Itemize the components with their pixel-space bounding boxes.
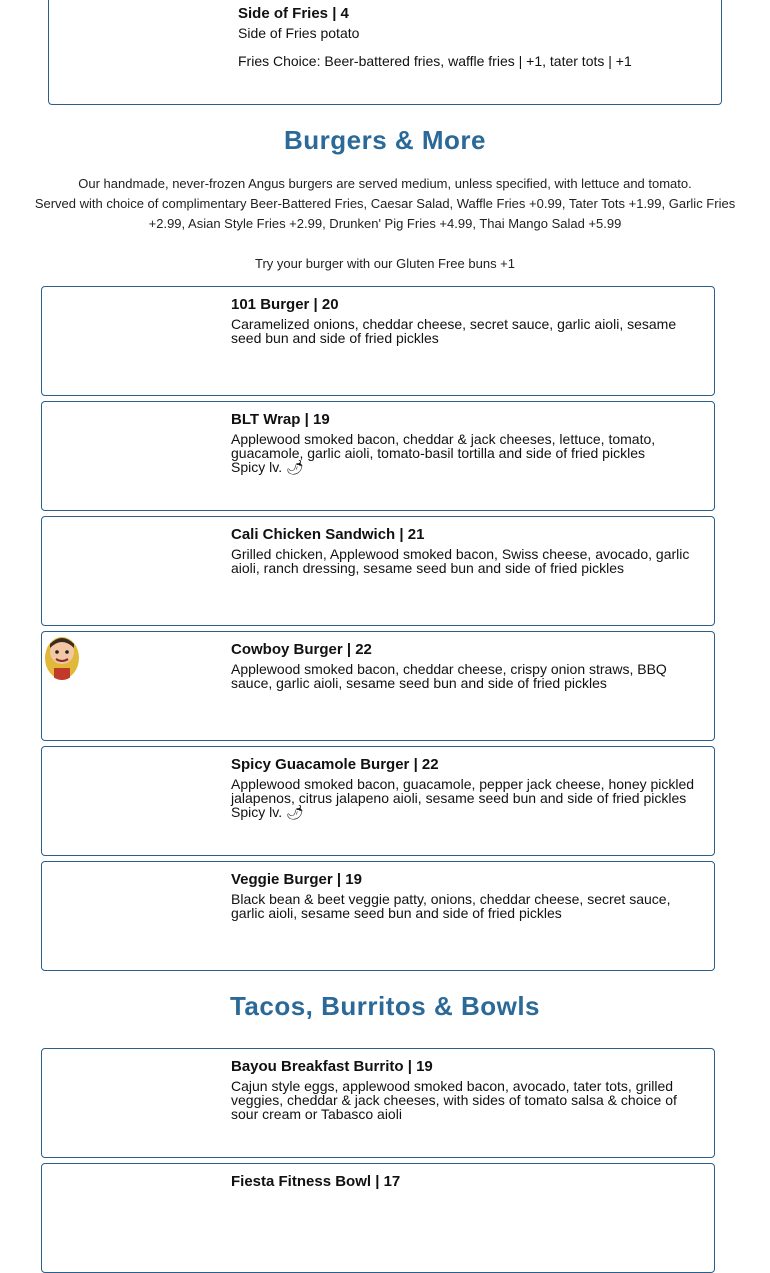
- menu-item-card[interactable]: [41, 1163, 715, 1273]
- chatbot-avatar-icon[interactable]: [44, 634, 80, 680]
- menu-item-title: Bayou Breakfast Burrito | 19: [231, 1058, 433, 1075]
- gluten-free-note: Try your burger with our Gluten Free buns +1: [255, 256, 515, 271]
- menu-item-card[interactable]: [41, 401, 715, 511]
- section-title-tacos: Tacos, Burritos & Bowls: [229, 991, 541, 1021]
- menu-item-title: BLT Wrap | 19: [231, 411, 330, 428]
- menu-item-description: Grilled chicken, Applewood smoked bacon, Swiss cheese, avocado, garlic aioli, ranch dressing, sesame seed bun and side of fried pickles: [231, 546, 690, 576]
- menu-item-title: Fiesta Fitness Bowl | 17: [231, 1173, 401, 1190]
- menu-item-card[interactable]: [41, 1048, 715, 1158]
- menu-item-title: Cowboy Burger | 22: [231, 641, 372, 658]
- section-title-burgers: Burgers & More: [283, 125, 487, 155]
- menu-item-title: Veggie Burger | 19: [231, 871, 362, 888]
- menu-item-description: Cajun style eggs, applewood smoked bacon, avocado, tater tots, grilled veggies, cheddar & jack cheeses, with sides of tomato salsa & choice of sour cream or Tabasco aioli: [231, 1078, 677, 1122]
- menu-item-card[interactable]: [41, 286, 715, 396]
- menu-item-description: Black bean & beet veggie patty, onions, cheddar cheese, secret sauce, garlic aioli, sesame seed bun and side of fried pickles: [231, 891, 671, 921]
- menu-item-description: Side of Fries potato: [238, 25, 360, 41]
- menu-item-title: Cali Chicken Sandwich | 21: [231, 526, 425, 543]
- intro-line-2: Served with choice of complimentary Beer-Battered Fries, Caesar Salad, Waffle Fries +0.99, Tater Tots +1.99, Garlic Fries +2.99, Asian Style Fries +2.99, Drunken' Pig Fries +4.99, Thai Mango Salad +5.99: [34, 196, 736, 231]
- menu-item-fries-choice: Fries Choice: Beer-battered fries, waffle fries | +1, tater tots | +1: [238, 53, 632, 69]
- menu-item-card[interactable]: [41, 746, 715, 856]
- menu-item-title: Spicy Guacamole Burger | 22: [231, 756, 439, 773]
- menu-item-card[interactable]: [41, 516, 715, 626]
- menu-item-card[interactable]: [48, 0, 722, 105]
- menu-item-description: Applewood smoked bacon, cheddar & jack cheeses, lettuce, tomato, guacamole, garlic aioli, tomato-basil tortilla and side of fried pickles: [231, 431, 656, 461]
- menu-item-spicy-level: Spicy lv. 🌶: [231, 459, 304, 475]
- menu-item-card[interactable]: [41, 861, 715, 971]
- menu-item-spicy-level: Spicy lv. 🌶: [231, 804, 304, 820]
- intro-line-1: Our handmade, never-frozen Angus burgers are served medium, unless specified, with lettuce and tomato.: [78, 176, 692, 191]
- menu-item-description: Caramelized onions, cheddar cheese, secret sauce, garlic aioli, sesame seed bun and side of fried pickles: [231, 316, 677, 346]
- menu-item-description: Applewood smoked bacon, guacamole, pepper jack cheese, honey pickled jalapenos, citrus jalapeno aioli, sesame seed bun and side of fried pickles: [231, 776, 695, 806]
- section-intro: [20, 174, 750, 274]
- menu-item-title: 101 Burger | 20: [231, 296, 339, 313]
- menu-item-title: Side of Fries | 4: [238, 5, 349, 22]
- menu-item-card[interactable]: [41, 631, 715, 741]
- menu-item-description: Applewood smoked bacon, cheddar cheese, crispy onion straws, BBQ sauce, garlic aioli, sesame seed bun and side of fried pickles: [231, 661, 667, 691]
